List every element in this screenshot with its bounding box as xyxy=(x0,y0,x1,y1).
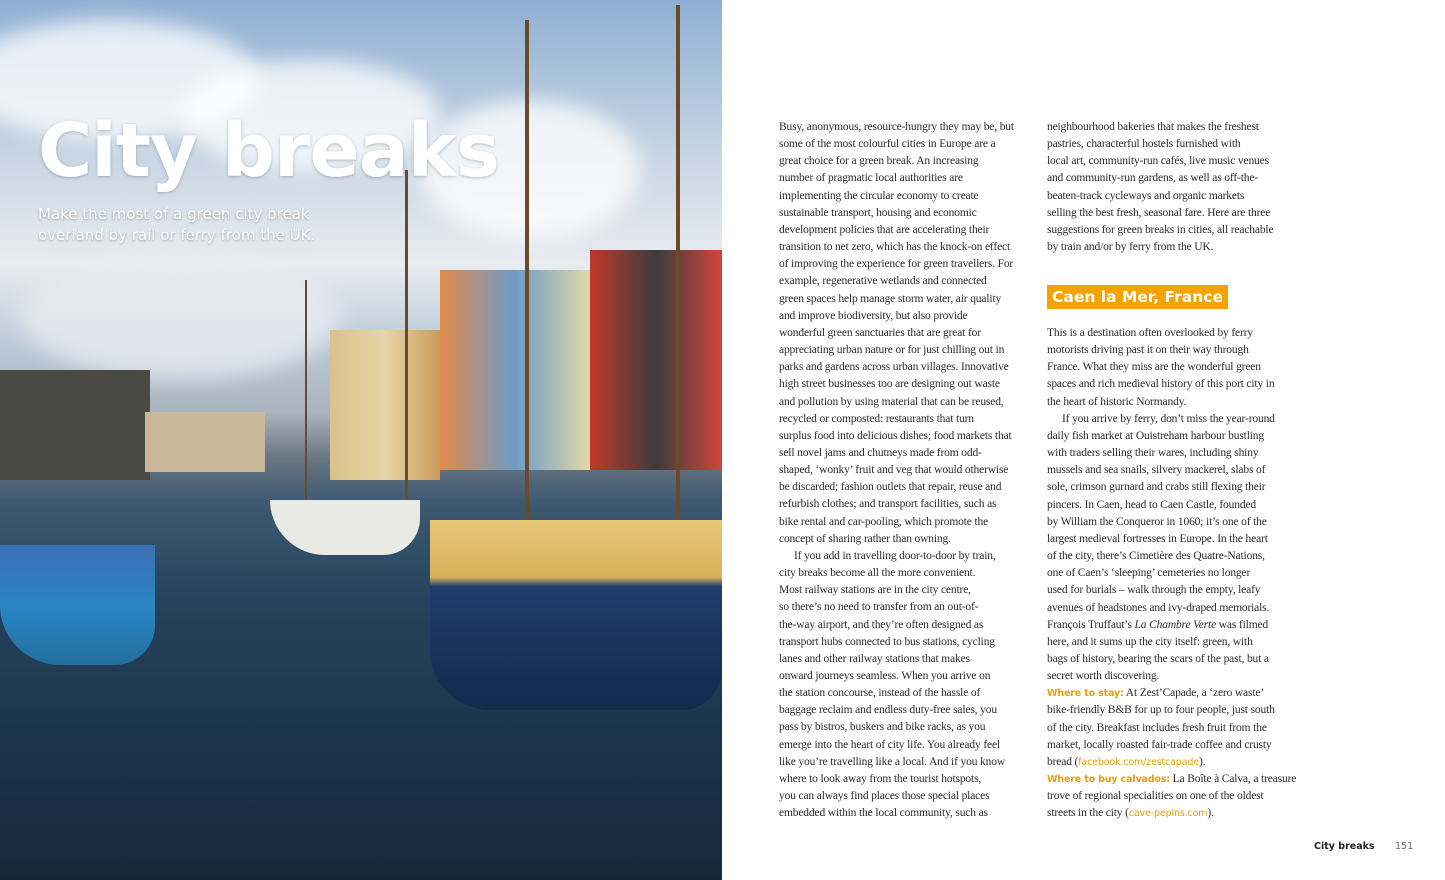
text-line xyxy=(1047,188,1273,205)
text-line xyxy=(1047,720,1296,737)
text-line xyxy=(779,668,1014,685)
text-span: green spaces help manage storm water, air quality xyxy=(779,292,1002,305)
text-span: the-way airport, and they’re often designed as xyxy=(779,618,984,631)
text-span: sell novel jams and chutneys made from odd- xyxy=(779,446,982,459)
text-span: largest medieval fortresses in Europe. In the heart xyxy=(1047,532,1268,545)
text-span: of improving the experience for green travellers. For xyxy=(779,258,1014,271)
text-line xyxy=(779,788,1014,805)
text-line xyxy=(779,548,1014,565)
text-line xyxy=(1047,428,1296,445)
text-span: and community-run gardens, as well as off-the- xyxy=(1047,172,1259,185)
page-number: 151 xyxy=(1395,841,1414,852)
text-line xyxy=(779,754,1014,771)
text-line xyxy=(1047,497,1296,514)
text-line xyxy=(779,634,1014,651)
text-span: Busy, anonymous, resource-hungry they may be, but xyxy=(779,121,1014,133)
text-span: transport hubs connected to bus stations, cycling xyxy=(779,635,995,648)
running-footer-section: City breaks xyxy=(1314,841,1375,852)
text-span: market, locally roasted fair-trade coffee and crusty xyxy=(1047,738,1272,751)
text-line xyxy=(779,514,1014,531)
building xyxy=(330,330,440,480)
text-span: La Chambre Verte xyxy=(1134,618,1217,631)
text-span: If you add in travelling door-to-door by train, xyxy=(794,549,996,562)
article-column-2-intro xyxy=(1047,119,1273,256)
web-link[interactable]: cave-pepins.com xyxy=(1128,808,1208,820)
text-span: of the city, there’s Cimetière des Quatre-Nations, xyxy=(1047,550,1265,563)
text-span: bags of history, bearing the scars of the past, but a xyxy=(1047,652,1269,665)
text-span: selling the best fresh, seasonal fare. Here are three xyxy=(1047,206,1271,219)
text-span: here, and it sums up the city itself: green, with xyxy=(1047,635,1253,648)
text-line xyxy=(1047,548,1296,565)
ship-hull xyxy=(430,520,722,710)
text-line xyxy=(779,205,1014,222)
text-line xyxy=(1047,411,1296,428)
text-span: bike-friendly B&B for up to four people, just south xyxy=(1047,704,1275,717)
text-line xyxy=(779,462,1014,479)
text-line xyxy=(1047,205,1273,222)
text-span: and pollution by using material that can be reused, xyxy=(779,395,1004,408)
text-span: the heart of historic Normandy. xyxy=(1047,395,1187,408)
text-line xyxy=(779,617,1014,634)
text-span: refurbish clothes; and transport facilities, such as xyxy=(779,498,997,511)
text-line xyxy=(779,342,1014,359)
text-span: lanes and other railway stations that makes xyxy=(779,652,970,665)
text-span: and improve biodiversity, but also provide xyxy=(779,309,968,322)
text-line xyxy=(1047,617,1296,634)
text-line xyxy=(1047,222,1273,239)
text-span: Most railway stations are in the city centre, xyxy=(779,584,971,597)
text-span: number of pragmatic local authorities are xyxy=(779,172,963,185)
text-line xyxy=(779,565,1014,582)
text-line xyxy=(779,136,1014,153)
hero-subtitle: Make the most of a green city break overland by rail or ferry from the UK. xyxy=(38,205,316,244)
text-span: neighbourhood bakeries that makes the freshest xyxy=(1047,121,1259,133)
text-line xyxy=(779,685,1014,702)
text-line xyxy=(1047,479,1296,496)
text-line xyxy=(779,531,1014,548)
text-line xyxy=(779,702,1014,719)
text-span: implementing the circular economy to create xyxy=(779,189,979,202)
text-span: concept of sharing rather than owning. xyxy=(779,532,951,545)
text-line xyxy=(779,153,1014,170)
tour-boat xyxy=(0,545,155,665)
text-span: If you arrive by ferry, don’t miss the year-round xyxy=(1062,412,1275,425)
text-span: used for burials – walk through the empty, leafy xyxy=(1047,584,1261,597)
cloud xyxy=(20,250,340,380)
text-span: transition to net zero, which has the knock-on effect xyxy=(779,241,1011,254)
text-span: local art, community-run cafés, live music venues xyxy=(1047,155,1269,168)
text-span: great choice for a green break. An increasing xyxy=(779,155,979,168)
text-line xyxy=(1047,119,1273,136)
text-line xyxy=(779,719,1014,736)
text-span: streets in the city ( xyxy=(1047,807,1129,820)
text-line xyxy=(1047,651,1296,668)
text-line xyxy=(779,273,1014,290)
text-span: onward journeys seamless. When you arrive on xyxy=(779,670,991,682)
text-line xyxy=(1047,531,1296,548)
text-line xyxy=(1047,445,1296,462)
text-line xyxy=(779,291,1014,308)
text-line xyxy=(1047,394,1296,411)
text-span: This is a destination often overlooked by ferry xyxy=(1047,327,1253,339)
text-line xyxy=(1047,788,1296,805)
text-line xyxy=(1047,805,1296,822)
text-line xyxy=(779,376,1014,393)
text-line xyxy=(1047,771,1296,788)
text-line xyxy=(779,445,1014,462)
building xyxy=(590,250,722,470)
text-line xyxy=(779,737,1014,754)
text-span: was filmed xyxy=(1216,618,1269,631)
text-line xyxy=(779,239,1014,256)
text-span: high street businesses too are designing out waste xyxy=(779,378,1000,391)
text-line xyxy=(1047,702,1296,719)
text-line xyxy=(1047,582,1296,599)
text-span: be discarded; fashion outlets that repair, reuse and xyxy=(779,481,1002,494)
ship-mast xyxy=(405,170,408,510)
text-span: of the city. Breakfast includes fresh fruit from the xyxy=(1047,721,1267,734)
text-line xyxy=(1047,325,1296,342)
text-span: so there’s no need to transfer from an out-of- xyxy=(779,601,979,614)
building xyxy=(0,370,150,480)
text-span: recycled or composted: restaurants that turn xyxy=(779,412,974,425)
text-line xyxy=(779,325,1014,342)
text-span: beaten-track cycleways and organic markets xyxy=(1047,189,1245,202)
text-line xyxy=(779,479,1014,496)
text-span: pincers. In Caen, head to Caen Castle, founded xyxy=(1047,498,1256,511)
text-line xyxy=(779,256,1014,273)
text-line xyxy=(1047,565,1296,582)
text-span: sole, crimson gurnard and crabs still flexing their xyxy=(1047,481,1266,494)
label-text: Where to buy calvados: xyxy=(1047,774,1170,786)
boat-hull xyxy=(270,500,420,555)
text-line xyxy=(1047,737,1296,754)
text-line xyxy=(1047,153,1273,170)
text-span: parks and gardens across urban villages. Innovative xyxy=(779,361,1009,374)
web-link[interactable]: facebook.com/zestcapade xyxy=(1078,756,1199,768)
text-span: the station concourse, instead of the hassle of xyxy=(779,687,981,700)
hero-photo-canal-harbour xyxy=(0,0,722,880)
text-span: pastries, characterful hostels furnished with xyxy=(1047,138,1241,151)
text-line xyxy=(1047,376,1296,393)
text-span: avenues of headstones and ivy-draped memorials. xyxy=(1047,601,1270,614)
text-span: some of the most colourful cities in Europe are a xyxy=(779,138,996,151)
text-line xyxy=(779,119,1014,136)
text-span: suggestions for green breaks in cities, all reachable xyxy=(1047,223,1274,236)
text-line xyxy=(779,308,1014,325)
text-span: by William the Conqueror in 1060; it’s one of the xyxy=(1047,515,1267,528)
text-line xyxy=(779,805,1014,822)
ship-mast xyxy=(676,5,680,525)
text-span: At Zest’Capade, a ‘zero waste’ xyxy=(1123,687,1265,700)
text-span: spaces and rich medieval history of this port city in xyxy=(1047,378,1275,391)
ship-mast xyxy=(525,20,529,540)
text-line xyxy=(779,188,1014,205)
text-line xyxy=(1047,600,1296,617)
text-line xyxy=(1047,754,1296,771)
text-span: La Boîte à Calva, a treasure xyxy=(1169,773,1297,786)
text-line xyxy=(1047,634,1296,651)
text-span: city breaks become all the more convenient. xyxy=(779,567,976,580)
text-line xyxy=(1047,685,1296,702)
text-line xyxy=(1047,170,1273,187)
text-span: wonderful green sanctuaries that are great for xyxy=(779,326,981,339)
text-span: sustainable transport, housing and economic xyxy=(779,206,977,219)
text-span: shaped, ‘wonky’ fruit and veg that would otherwise xyxy=(779,464,1009,477)
building xyxy=(440,270,590,470)
text-line xyxy=(779,394,1014,411)
text-span: appreciating urban nature or for just chilling out in xyxy=(779,344,1005,357)
text-span: you can always find places those special places xyxy=(779,790,990,803)
text-line xyxy=(779,651,1014,668)
text-span: trove of regional specialities on one of the oldest xyxy=(1047,790,1264,803)
building xyxy=(145,412,265,472)
text-span: embedded within the local community, such as xyxy=(779,807,988,820)
text-line xyxy=(779,582,1014,599)
text-line xyxy=(779,170,1014,187)
text-span: with traders selling their wares, including shiny xyxy=(1047,447,1259,460)
text-line xyxy=(779,411,1014,428)
ship-mast xyxy=(305,280,307,510)
text-span: example, regenerative wetlands and connected xyxy=(779,275,987,288)
text-line xyxy=(779,771,1014,788)
text-span: by train and/or by ferry from the UK. xyxy=(1047,241,1214,254)
text-span: France. What they miss are the wonderful green xyxy=(1047,361,1261,374)
text-span: bike rental and car-pooling, which promote the xyxy=(779,515,989,528)
text-span: pass by bistros, buskers and bike racks, as you xyxy=(779,721,986,734)
text-span: bread ( xyxy=(1047,755,1079,768)
text-span: ). xyxy=(1198,755,1206,768)
text-span: mussels and sea snails, silvery mackerel, slabs of xyxy=(1047,464,1266,477)
label-text: Where to stay: xyxy=(1047,688,1124,700)
text-span: baggage reclaim and endless duty-free sales, you xyxy=(779,704,997,717)
text-span: ). xyxy=(1207,807,1214,820)
section-heading: Caen la Mer, France xyxy=(1047,285,1228,309)
text-span: surplus food into delicious dishes; food markets that xyxy=(779,429,1012,442)
text-span: daily fish market at Ouistreham harbour bustling xyxy=(1047,429,1264,442)
text-span: emerge into the heart of city life. You already feel xyxy=(779,738,1000,751)
text-line xyxy=(1047,342,1296,359)
text-line xyxy=(1047,136,1273,153)
text-span: like you’re travelling like a local. And if you know xyxy=(779,755,1005,768)
article-column-2-section xyxy=(1047,325,1296,823)
text-line xyxy=(1047,514,1296,531)
text-line xyxy=(779,359,1014,376)
text-span: development policies that are accelerating their xyxy=(779,223,990,236)
text-line xyxy=(1047,359,1296,376)
text-span: one of Caen’s ‘sleeping’ cemeteries no longer xyxy=(1047,567,1251,580)
text-line xyxy=(779,428,1014,445)
text-span: where to look away from the tourist hotspots, xyxy=(779,772,982,785)
article-column-1 xyxy=(779,119,1014,822)
text-line xyxy=(1047,239,1273,256)
text-span: secret worth discovering. xyxy=(1047,670,1160,683)
text-span: François Truffaut’s xyxy=(1047,618,1135,631)
text-span: motorists driving past it on their way through xyxy=(1047,344,1249,357)
text-line xyxy=(779,599,1014,616)
text-line xyxy=(1047,668,1296,685)
text-line xyxy=(779,496,1014,513)
hero-title: City breaks xyxy=(38,108,499,194)
text-line xyxy=(1047,462,1296,479)
text-line xyxy=(779,222,1014,239)
